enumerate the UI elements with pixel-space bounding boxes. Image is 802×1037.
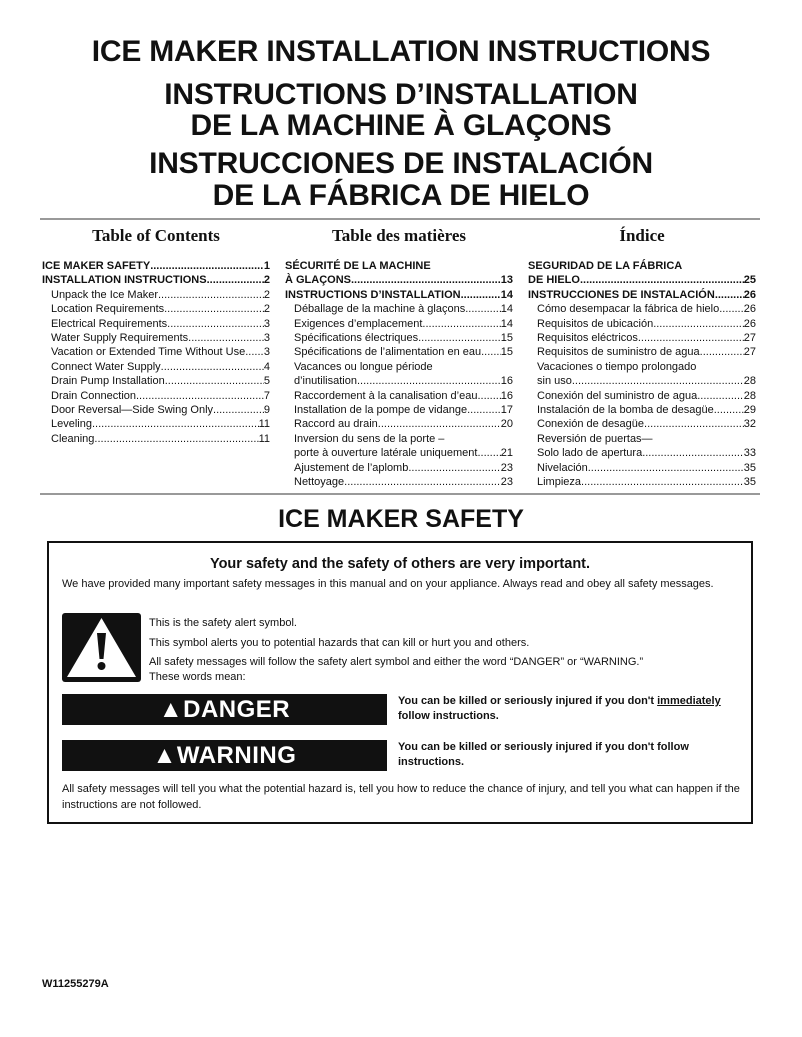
toc-entry-label: Raccord au drain <box>294 418 378 431</box>
toc-entry-label: Solo lado de apertura <box>537 447 643 460</box>
safety-box <box>47 541 753 824</box>
toc-entry[interactable] <box>285 417 513 431</box>
toc-page-number: 14 <box>500 317 513 330</box>
toc-page-number: 27 <box>743 346 756 359</box>
warning-banner <box>62 740 387 771</box>
toc-page-number: 29 <box>743 404 756 417</box>
toc-entry-label: Instalación de la bomba de desagüe <box>537 404 714 417</box>
toc-entry[interactable] <box>285 461 513 475</box>
toc-entry[interactable] <box>285 360 513 389</box>
toc-entry-label: INSTRUCTIONS D’INSTALLATION <box>285 288 461 301</box>
toc-leader <box>408 461 500 475</box>
toc-entry[interactable] <box>528 345 756 359</box>
toc-entry[interactable] <box>285 302 513 316</box>
toc-entry[interactable] <box>528 259 756 288</box>
toc-entry[interactable] <box>42 374 270 388</box>
toc-heading: Índice <box>619 226 665 245</box>
toc-leader <box>158 288 264 302</box>
toc-entry-label: Spécifications électriques <box>294 332 419 345</box>
symbol-line: These words mean: <box>149 671 246 683</box>
toc-entry-label: Spécifications de l’alimentation en eau <box>294 346 482 359</box>
toc-entry[interactable] <box>42 259 270 273</box>
toc-leader <box>715 288 744 302</box>
toc-entry-label-line1: Reversión de puertas— <box>537 432 653 445</box>
toc-entry-label: Déballage de la machine à glaçons <box>294 303 466 316</box>
alert-triangle-icon: ▲ <box>152 742 177 769</box>
toc-leader <box>644 417 744 431</box>
toc-page-number: 13 <box>500 274 513 287</box>
divider-top <box>40 218 760 220</box>
danger-text-b: follow instructions. <box>398 710 499 722</box>
section-title: ICE MAKER SAFETY <box>278 505 524 533</box>
toc-entry[interactable] <box>528 360 756 389</box>
symbol-line: All safety messages will follow the safety alert symbol and either the word “DANGER” or “WARNING.” <box>149 656 644 668</box>
toc-leader <box>136 389 264 403</box>
toc-entry-label: Requisitos de ubicación <box>537 317 654 330</box>
toc-page-number: 2 <box>263 288 270 301</box>
title-english: ICE MAKER INSTALLATION INSTRUCTIONS <box>91 35 711 68</box>
toc-page-number: 28 <box>743 389 756 402</box>
toc-entry[interactable] <box>528 432 756 461</box>
toc-leader <box>588 461 744 475</box>
toc-entry-label-line1: SÉCURITÉ DE LA MACHINE <box>285 260 431 272</box>
symbol-line: This is the safety alert symbol. <box>149 617 297 629</box>
toc-entry[interactable] <box>528 331 756 345</box>
toc-entry-label: Cómo desempacar la fábrica de hielo <box>537 303 720 316</box>
toc-leader <box>92 417 259 431</box>
toc-entry[interactable] <box>285 403 513 417</box>
toc-entry[interactable] <box>528 317 756 331</box>
danger-text-emphasis: immediately <box>657 695 721 707</box>
toc-page-number: 20 <box>500 418 513 431</box>
toc-leader <box>418 331 501 345</box>
toc-entry[interactable] <box>42 432 270 446</box>
toc-entry-label-line1: Inversion du sens de la porte – <box>294 432 445 445</box>
toc-leader <box>188 331 264 345</box>
alert-triangle-icon: ▲ <box>158 696 184 723</box>
toc-entry[interactable] <box>42 389 270 403</box>
toc-entry[interactable] <box>42 417 270 431</box>
toc-entry-label: d’inutilisation <box>294 375 357 388</box>
toc-page-number: 14 <box>500 303 513 316</box>
toc-page-number: 16 <box>500 375 513 388</box>
toc-leader <box>165 374 264 388</box>
toc-page-number: 23 <box>500 476 513 489</box>
toc-leader <box>207 273 264 287</box>
toc-leader <box>467 403 501 417</box>
safety-alert-icon <box>62 613 141 682</box>
toc-entry-label-line1: Vacaciones o tiempo prolongado <box>537 360 697 373</box>
toc-leader <box>422 317 500 331</box>
warning-text: You can be killed or seriously injured if you don't follow instructions. <box>398 741 689 768</box>
toc-entry-label: Drain Pump Installation <box>51 375 165 388</box>
toc-page-number: 27 <box>743 332 756 345</box>
toc-english <box>42 226 270 446</box>
safety-closing: All safety messages will tell you what the potential hazard is, tell you how to reduce the chance of injury, and tell you what can happen if the instructions are not followed. <box>62 783 740 811</box>
toc-page-number: 2 <box>263 274 270 287</box>
toc-leader <box>580 273 744 287</box>
toc-leader <box>164 302 264 316</box>
toc-entry[interactable] <box>528 288 756 302</box>
toc-page-number: 25 <box>743 274 756 287</box>
toc-heading: Table of Contents <box>92 226 220 245</box>
toc-page-number: 4 <box>263 360 270 373</box>
toc-leader <box>167 317 264 331</box>
title-spanish-line2: DE LA FÁBRICA DE HIELO <box>212 179 590 212</box>
toc-entry[interactable] <box>42 345 270 359</box>
toc-page-number: 33 <box>743 447 756 460</box>
toc-entry-label: Water Supply Requirements <box>51 332 189 345</box>
toc-entry[interactable] <box>528 389 756 403</box>
toc-entry-label-line1: SEGURIDAD DE LA FÁBRICA <box>528 260 683 272</box>
toc-page-number: 5 <box>263 375 270 388</box>
toc-spanish <box>528 226 756 490</box>
toc-entry-label: INSTRUCCIONES DE INSTALACIÓN <box>528 288 715 301</box>
toc-page-number: 1 <box>263 260 270 272</box>
toc-page-number: 9 <box>263 404 270 417</box>
toc-heading: Table des matières <box>331 226 467 245</box>
symbol-line: This symbol alerts you to potential hazards that can kill or hurt you and others. <box>149 637 530 649</box>
toc-entry-label: Door Reversal—Side Swing Only <box>51 404 214 417</box>
toc-leader <box>477 446 500 460</box>
toc-entry-label: INSTALLATION INSTRUCTIONS <box>42 274 207 287</box>
toc-leader <box>719 302 744 316</box>
toc-entry[interactable] <box>285 345 513 359</box>
part-number: W11255279A <box>42 978 109 990</box>
toc-page-number: 2 <box>263 303 270 316</box>
toc-leader <box>700 345 744 359</box>
title-french-line1: INSTRUCTIONS D’INSTALLATION <box>164 78 638 111</box>
toc-page-number: 35 <box>743 461 756 474</box>
toc-entry-label: Installation de la pompe de vidange <box>294 404 468 417</box>
title-french-line2: DE LA MACHINE À GLAÇONS <box>190 109 612 142</box>
toc-entry-label: Requisitos eléctricos <box>537 332 638 345</box>
toc-leader <box>344 475 501 489</box>
toc-entry[interactable] <box>42 273 270 287</box>
safety-intro: We have provided many important safety messages in this manual and on your appliance. Always read and obey all safety messages. <box>62 578 714 590</box>
toc-entry[interactable] <box>42 302 270 316</box>
toc-entry-label: Vacation or Extended Time Without Use <box>51 346 246 359</box>
toc-entry-label-line1: Vacances ou longue période <box>294 360 433 373</box>
toc-leader <box>642 446 744 460</box>
danger-banner <box>62 694 387 725</box>
toc-entry-label: sin uso <box>537 375 572 388</box>
toc-leader <box>697 389 744 403</box>
toc-page-number: 15 <box>500 332 513 345</box>
toc-entry-label: Conexión del suministro de agua <box>537 389 698 402</box>
toc-entry-label: DE HIELO <box>528 274 580 287</box>
toc-leader <box>581 475 744 489</box>
toc-entry-label: À GLAÇONS <box>285 274 351 287</box>
toc-page-number: 11 <box>258 418 270 431</box>
safety-box-heading: Your safety and the safety of others are very important. <box>209 556 591 572</box>
toc-entry-label: Cleaning <box>51 432 95 445</box>
toc-entry-label: Raccordement à la canalisation d’eau <box>294 389 478 402</box>
toc-page-number: 21 <box>500 447 513 460</box>
danger-text <box>398 694 748 724</box>
toc-entry[interactable] <box>528 403 756 417</box>
toc-page-number: 35 <box>743 476 756 489</box>
toc-entry-label: ICE MAKER SAFETY <box>42 260 151 272</box>
toc-entry[interactable] <box>528 417 756 431</box>
toc-entry[interactable] <box>42 403 270 417</box>
toc-page-number: 14 <box>500 288 513 301</box>
toc-leader <box>94 432 258 446</box>
toc-page-number: 3 <box>263 346 270 359</box>
toc-leader <box>213 403 264 417</box>
toc-entry-label: Conexión de desagüe <box>537 418 645 431</box>
toc-page-number: 7 <box>263 389 270 402</box>
toc-page-number: 17 <box>500 404 513 417</box>
toc-entry[interactable] <box>528 461 756 475</box>
toc-entry[interactable] <box>528 475 756 489</box>
toc-leader <box>150 259 264 273</box>
toc-page-number: 28 <box>743 375 756 388</box>
toc-entry-label: Connect Water Supply <box>51 360 161 373</box>
toc-entry[interactable] <box>42 360 270 374</box>
toc-entry[interactable] <box>285 259 513 288</box>
toc-leader <box>161 360 264 374</box>
toc-page-number: 32 <box>743 418 756 431</box>
danger-text-a: You can be killed or seriously injured if you don't <box>398 695 658 707</box>
toc-leader <box>351 273 501 287</box>
toc-entry[interactable] <box>285 288 513 302</box>
toc-leader <box>477 389 500 403</box>
toc-entry[interactable] <box>285 317 513 331</box>
toc-entry-label: Leveling <box>51 418 92 431</box>
toc-page-number: 23 <box>500 461 513 474</box>
toc-entry[interactable] <box>42 317 270 331</box>
toc-page-number: 16 <box>500 389 513 402</box>
toc-page-number: 3 <box>263 317 270 330</box>
toc-entry-label: porte à ouverture latérale uniquement <box>294 447 478 460</box>
toc-page-number: 15 <box>500 346 513 359</box>
toc-entry-label: Ajustement de l’aplomb <box>294 461 409 474</box>
toc-entry-label: Limpieza <box>537 476 582 489</box>
toc-leader <box>461 288 501 302</box>
toc-page-number: 3 <box>263 332 270 345</box>
toc-leader <box>245 345 264 359</box>
toc-entry[interactable] <box>285 331 513 345</box>
warning-label: WARNING <box>176 742 297 769</box>
toc-entry-label: Electrical Requirements <box>51 317 168 330</box>
title-spanish-line1: INSTRUCCIONES DE INSTALACIÓN <box>149 147 653 180</box>
toc-entry-label: Nivelación <box>537 461 588 474</box>
toc-leader <box>378 417 501 431</box>
toc-leader <box>638 331 744 345</box>
toc-page-number: 11 <box>258 432 270 445</box>
toc-entry[interactable] <box>42 288 270 302</box>
toc-leader <box>714 403 744 417</box>
toc-leader <box>357 374 501 388</box>
toc-french <box>285 226 513 490</box>
toc-entry[interactable] <box>285 475 513 489</box>
toc-entry-label: Location Requirements <box>51 303 165 316</box>
toc-leader <box>465 302 501 316</box>
toc-entry[interactable] <box>528 302 756 316</box>
toc-entry-label: Requisitos de suministro de agua <box>537 346 700 359</box>
toc-entry[interactable] <box>285 432 513 461</box>
toc-leader <box>572 374 744 388</box>
toc-entry-label: Exigences d’emplacement <box>294 317 423 330</box>
toc-page-number: 26 <box>743 303 756 316</box>
toc-leader <box>653 317 744 331</box>
danger-label: DANGER <box>183 696 291 723</box>
toc-entry[interactable] <box>285 389 513 403</box>
toc-entry[interactable] <box>42 331 270 345</box>
toc-entry-label: Unpack the Ice Maker <box>51 288 158 301</box>
divider-bottom <box>40 493 760 495</box>
toc-page-number: 26 <box>743 288 756 301</box>
toc-entry-label: Drain Connection <box>51 389 136 402</box>
toc-page-number: 26 <box>743 317 756 330</box>
toc-leader <box>481 345 501 359</box>
toc-entry-label: Nettoyage <box>294 476 345 489</box>
